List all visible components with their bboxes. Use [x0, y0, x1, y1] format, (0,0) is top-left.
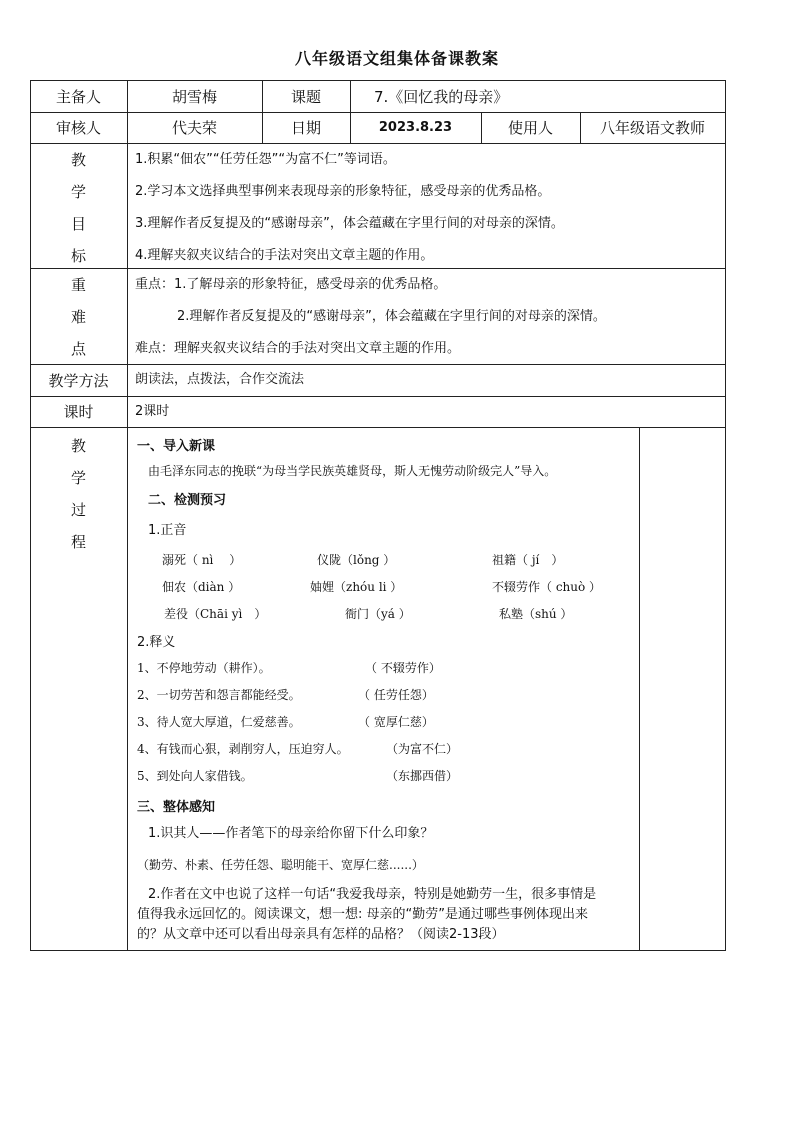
pronunciation-item: 仪陇（lǒng ）: [317, 553, 396, 567]
objective-item: 3.理解作者反复提及的“感谢母亲”，体会蕴藏在字里行间的对母亲的深情。: [135, 216, 564, 231]
method-value: 朗读法，点拨法，合作交流法: [135, 372, 305, 387]
process-label: 教 学 过 程: [70, 437, 86, 551]
question-2-line: 值得我永远回忆的。阅读课文，想一想: 母亲的“勤劳”是通过哪些事例体现出来: [137, 907, 588, 922]
objective-item: 2.学习本文选择典型事例来表现母亲的形象特征，感受母亲的优秀品格。: [135, 184, 551, 199]
meaning-word: （东挪西借）: [386, 769, 459, 783]
pronunciation-item: 佃农（diàn ）: [162, 580, 241, 594]
objectives-list: [135, 144, 720, 272]
user-label: 使用人: [507, 119, 553, 137]
meaning-definition: 5、到处向人家借钱。: [137, 769, 253, 783]
objectives-label: 教 学 目 标: [70, 151, 86, 265]
question-2-line: 的？从文章中还可以看出母亲具有怎样的品格？（阅读2-13段）: [137, 927, 505, 942]
section-title: 一、导入新课: [137, 439, 216, 454]
pronunciation-item: 溺死（ nì ）: [162, 553, 242, 567]
subsection-title: 1.正音: [148, 523, 187, 538]
meaning-word: （ 任劳任怨）: [358, 688, 434, 702]
meaning-definition: 1、不停地劳动（耕作）。: [137, 661, 271, 675]
lead-label: 主备人: [55, 87, 101, 106]
question-1: 1.识其人——作者笔下的母亲给你留下什么印象？: [148, 826, 434, 841]
section-text: 由毛泽东同志的挽联“为母当学民族英雄贤母，斯人无愧劳动阶级完人”导入。: [148, 464, 557, 478]
reviewer-label: 审核人: [55, 119, 101, 137]
user-value: 八年级语文教师: [599, 119, 705, 137]
date-value: 2023.8.23: [378, 120, 453, 135]
pronunciation-item: 衙门（yá ）: [345, 607, 411, 621]
question-2-line: 2.作者在文中也说了这样一句话“我爱我母亲，特别是她勤劳一生，很多事情是: [148, 887, 597, 902]
method-label: 教学方法: [48, 371, 109, 390]
hours-value: 2课时: [135, 404, 170, 419]
pronunciation-item: 妯娌（zhóu li ）: [310, 580, 403, 594]
meaning-definition: 2、一切劳苦和怨言都能经受。: [137, 688, 301, 702]
hours-label: 课时: [63, 403, 94, 421]
date-label: 日期: [290, 119, 321, 137]
pronunciation-item: 不辍劳作（ chuò ）: [492, 580, 602, 594]
key-point-line: 2.理解作者反复提及的“感谢母亲”，体会蕴藏在字里行间的对母亲的深情。: [177, 309, 606, 324]
key-point-line: 重点：1.了解母亲的形象特征，感受母亲的优秀品格。: [135, 277, 447, 292]
objective-item: 4.理解夹叙夹议结合的手法对突出文章主题的作用。: [135, 248, 434, 263]
section-title: 二、检测预习: [148, 493, 227, 508]
subsection-title: 2.释义: [137, 635, 176, 650]
objective-item: 1.积累“佃农”“任劳任怨”“为富不仁”等词语。: [135, 152, 396, 167]
pronunciation-item: 私塾（shú ）: [499, 607, 573, 621]
section-title: 三、整体感知: [137, 800, 216, 815]
pronunciation-item: 祖籍（ jí ）: [492, 553, 564, 567]
meaning-word: （ 宽厚仁慈）: [358, 715, 434, 729]
reviewer-value: 代夫荣: [171, 119, 217, 137]
lead-value: 胡雪梅: [171, 87, 217, 106]
topic-value: 7.《回忆我的母亲》: [374, 87, 509, 106]
meaning-word: （为富不仁）: [386, 742, 459, 756]
page-title: 八年级语文组集体备课教案: [294, 49, 499, 68]
difficulty-line: 难点：理解夹叙夹议结合的手法对突出文章主题的作用。: [135, 341, 461, 356]
topic-label: 课题: [290, 87, 321, 106]
pronunciation-item: 差役（Chāi yì ）: [164, 607, 267, 621]
meaning-word: （ 不辍劳作）: [365, 661, 441, 675]
meaning-definition: 3、待人宽大厚道，仁爱慈善。: [137, 715, 301, 729]
meaning-definition: 4、有钱而心狠，剥削穷人，压迫穷人。: [137, 742, 349, 756]
key-points-text: [135, 269, 720, 365]
key-points-label: 重 难 点: [70, 276, 86, 358]
question-1-answer: （勤劳、朴素、任劳任怨、聪明能干、宽厚仁慈......）: [137, 858, 424, 872]
